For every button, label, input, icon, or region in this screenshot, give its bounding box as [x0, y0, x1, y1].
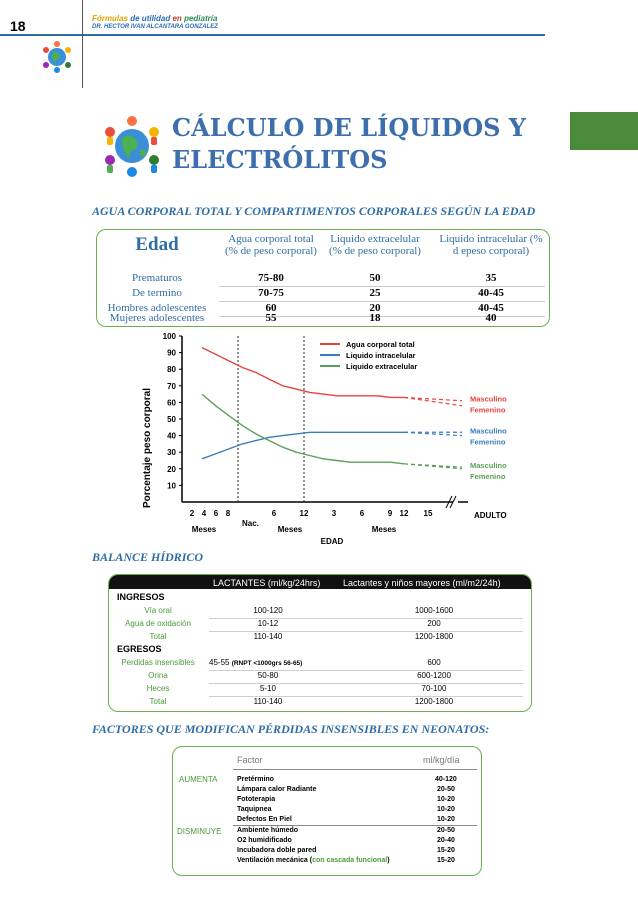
y-tick-label: 30 [167, 448, 176, 458]
row-label: Total [149, 632, 167, 641]
page-title: CÁLCULO DE LÍQUIDOS Y ELECTRÓLITOS [172, 113, 526, 174]
x-tick-label: 8 [225, 509, 231, 518]
x-tick-label: 6 [213, 509, 219, 518]
table-row [97, 272, 549, 287]
factor-label: Pretérmino [237, 776, 274, 783]
cell-lactantes: 110-140 [253, 632, 283, 641]
row-label: Orina [148, 671, 168, 680]
end-label: Masculino [470, 461, 507, 471]
y-tick-label: 10 [167, 481, 176, 491]
cell-ninos: 1200-1800 [414, 697, 454, 706]
factor-label-part: ) [387, 857, 390, 864]
row-divider [209, 683, 523, 684]
cell-lactantes: 5-10 [259, 684, 276, 693]
row-divider [209, 618, 523, 619]
cell-ninos: 600-1200 [417, 671, 451, 680]
cell-extracelular: 18 [369, 312, 381, 324]
x-tick-label: 9 [387, 509, 393, 518]
y-tick-label: 70 [167, 381, 176, 391]
header-author: DR. HECTOR IVAN ALCANTARA GONZALEZ [92, 24, 218, 30]
row-label: Perdidas insensibles [121, 658, 195, 667]
section-heading: AGUA CORPORAL TOTAL Y COMPARTIMENTOS CORPORALES SEGÚN LA EDAD [92, 204, 536, 218]
header-divider [233, 769, 477, 770]
series-line [202, 432, 404, 459]
header-title [92, 14, 217, 23]
header-title-word: pediatría [184, 14, 218, 23]
factor-label: Taquipnea [237, 806, 272, 813]
row-label: Vía oral [144, 606, 172, 615]
y-tick-label: 20 [167, 464, 176, 474]
group-divider [233, 825, 477, 826]
cell-lactantes: 100-120 [253, 606, 283, 615]
end-label: Masculino [470, 394, 507, 404]
cell-lactantes [209, 658, 339, 667]
factor-value: 10-20 [437, 816, 455, 823]
x-tick-label: 3 [331, 509, 337, 518]
header-title-word: Fórmulas [92, 14, 129, 23]
cell-note: (RNPT <1000grs 56-65) [231, 660, 303, 667]
cell-total: 75-80 [258, 272, 284, 284]
cell-ninos: 70-100 [421, 684, 447, 693]
factor-label-part: Ventilación mecánica ( [237, 857, 313, 864]
row-label: Prematuros [131, 272, 183, 284]
header-title-word: de utilidad [130, 14, 171, 23]
cell-total: 55 [265, 312, 277, 324]
row-divider [209, 631, 523, 632]
column-header-edad: Edad [135, 234, 179, 255]
x-group-label: Meses [371, 525, 397, 534]
row-label: Hombres adolescentes [107, 302, 207, 314]
cell-extracelular: 20 [369, 302, 381, 314]
cell-intracelular: 35 [485, 272, 497, 284]
body-water-chart [128, 330, 568, 552]
insensible-loss-table [172, 746, 482, 876]
table-row [97, 312, 549, 326]
end-label: Femenino [470, 472, 506, 482]
x-tick-label: Nac. [242, 519, 259, 528]
end-label: Masculino [470, 426, 507, 436]
cell-intracelular: 40 [485, 312, 497, 324]
group-label-aumenta: AUMENTA [179, 775, 218, 784]
factor-label: Fototerapia [237, 796, 276, 803]
series-line [202, 394, 404, 464]
cell-lactantes: 110-140 [253, 697, 283, 706]
factor-value: 20-50 [437, 786, 455, 793]
factor-label: Defectos En Piel [237, 816, 292, 823]
factor-value: 15-20 [437, 857, 455, 864]
end-label: Femenino [470, 405, 506, 415]
cell-ninos: 1200-1800 [414, 632, 454, 641]
x-tick-label: ADULTO [474, 511, 507, 520]
x-axis-label: EDAD [320, 537, 344, 546]
page-number: 18 [10, 18, 26, 34]
y-axis-label: Porcentaje peso corporal [142, 387, 153, 509]
legend-label: Liquido intracelular [346, 351, 416, 360]
section-heading: FACTORES QUE MODIFICAN PÉRDIDAS INSENSIBLES EN NEONATOS: [92, 722, 490, 736]
column-header-unit: ml/kg/día [423, 755, 460, 765]
column-header-factor: Factor [237, 755, 263, 765]
y-tick-label: 50 [167, 415, 176, 424]
end-label: Femenino [470, 437, 506, 447]
x-tick-label: 4 [201, 509, 207, 518]
column-header-lactantes: LACTANTES (ml/kg/24hrs) [213, 578, 321, 588]
x-tick-label: 12 [399, 509, 409, 518]
cell-intracelular: 40-45 [478, 287, 504, 299]
cell-ninos: 200 [427, 619, 441, 628]
table-row [97, 287, 549, 302]
row-label: Total [149, 697, 167, 706]
body-water-table [96, 229, 550, 327]
factor-label: Lámpara calor Radiante [237, 786, 317, 793]
x-tick-label: 2 [189, 509, 195, 518]
y-tick-label: 90 [167, 348, 176, 358]
cell-lactantes: 50-80 [257, 671, 279, 680]
factor-value: 20-40 [437, 837, 455, 844]
x-group-label: Meses [277, 525, 303, 534]
column-header-extracelular: Liquido extracelular (% de peso corporal) [329, 233, 421, 257]
y-tick-label: 80 [167, 365, 176, 375]
factor-label-highlight: con cascada funcional [312, 857, 388, 864]
cell-ninos: 600 [427, 658, 441, 667]
cell-ninos: 1000-1600 [414, 606, 454, 615]
factor-value: 40-120 [435, 776, 457, 783]
globe-kids-icon [40, 40, 74, 74]
group-label-disminuye: DISMINUYE [177, 827, 222, 836]
x-tick-label: 12 [299, 509, 309, 518]
cell-value: 45-55 [209, 658, 230, 667]
globe-kids-icon [100, 114, 164, 178]
x-tick-label: 6 [359, 509, 365, 518]
row-divider [209, 670, 523, 671]
side-tab [570, 112, 638, 150]
cell-total: 70-75 [258, 287, 284, 299]
factor-label [237, 857, 390, 864]
x-tick-label: 6 [271, 509, 277, 518]
factor-label: O2 humidificado [237, 837, 292, 844]
legend-label: Liquido extracelular [346, 362, 418, 371]
cell-extracelular: 25 [369, 287, 381, 299]
y-tick-label: 60 [167, 398, 176, 408]
row-label: Heces [146, 684, 170, 693]
group-label-ingresos: INGRESOS [117, 592, 165, 602]
factor-label: Ambiente húmedo [237, 827, 299, 834]
fluid-balance-table [108, 574, 532, 712]
factor-value: 10-20 [437, 796, 455, 803]
cell-extracelular: 50 [369, 272, 381, 284]
row-label: Mujeres adolescentes [109, 312, 205, 324]
y-tick-label: 40 [167, 431, 176, 441]
row-divider [209, 696, 523, 697]
cell-intracelular: 40-45 [478, 302, 504, 314]
row-label: Agua de oxidación [125, 619, 191, 628]
factor-value: 10-20 [437, 806, 455, 813]
legend-label: Agua corporal total [346, 340, 415, 349]
cell-total: 60 [265, 302, 277, 314]
margin-rule [82, 0, 83, 88]
header-title-word: en [172, 14, 182, 23]
column-header-ninos: Lactantes y niños mayores (ml/m2/24h) [343, 578, 501, 588]
column-header-intracelular: Liquido intracelular (% d epeso corporal) [439, 233, 543, 257]
row-label: De termino [132, 287, 182, 299]
y-tick-label: 100 [162, 332, 176, 341]
section-heading: BALANCE HÍDRICO [92, 550, 204, 564]
cell-lactantes: 10-12 [257, 619, 279, 628]
factor-value: 20-50 [437, 827, 455, 834]
factor-label: Incubadora doble pared [237, 847, 317, 854]
x-group-label: Meses [191, 525, 217, 534]
column-header-total: Agua corporal total (% de peso corporal) [225, 233, 317, 257]
factor-value: 15-20 [437, 847, 455, 854]
x-tick-label: 15 [423, 509, 433, 518]
group-label-egresos: EGRESOS [117, 644, 162, 654]
